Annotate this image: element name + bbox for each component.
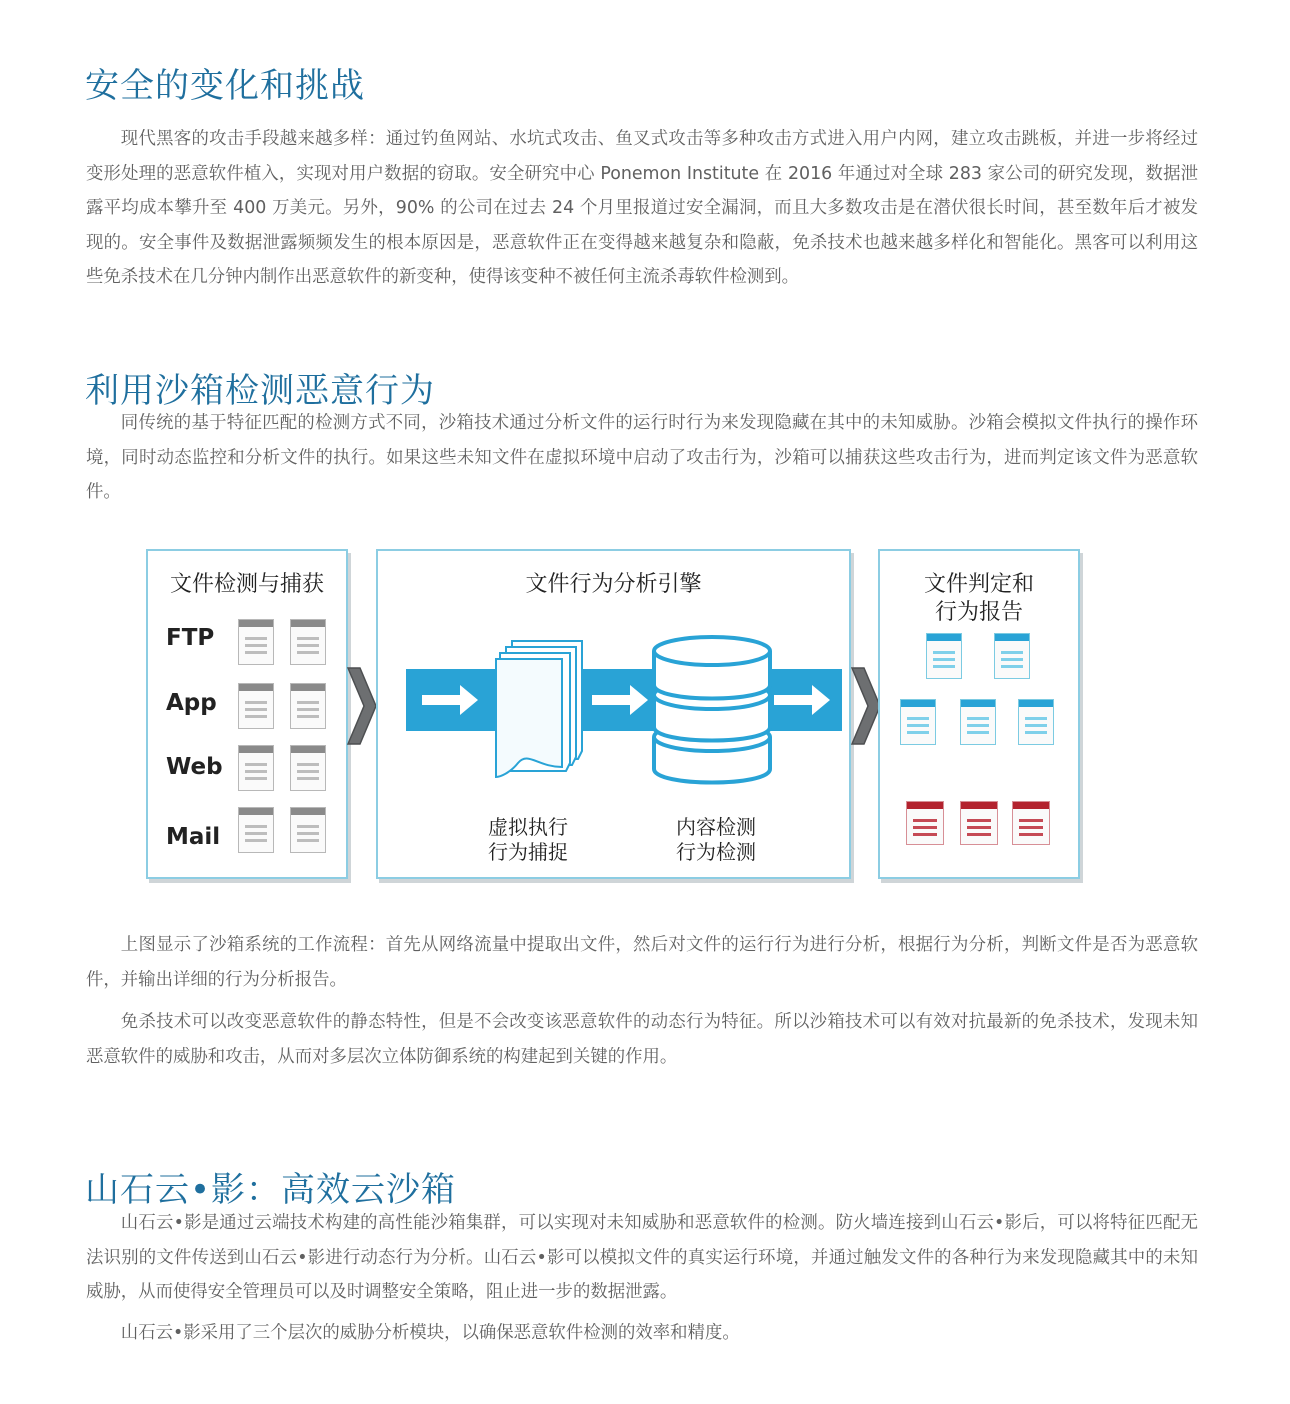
panel-title: 文件行为分析引擎 [525,572,702,597]
section-paragraph: 山石云•影采用了三个层次的威胁分析模块，以确保恶意软件检测的效率和精度。 [120,1323,740,1343]
panel-title: 文件检测与捕获 [169,572,324,597]
section-title-sandbox-detection: 利用沙箱检测恶意行为 [85,371,435,411]
label-virtual-execution: 虚拟执行 [488,815,568,839]
section-title-security-challenges: 安全的变化和挑战 [85,66,365,106]
section-paragraph: 同传统的基于特征匹配的检测方式不同，沙箱技术通过分析文件的运行时行为来发现隐藏在其中的未知威胁。沙箱会模拟文件执行的操作环境，同时动态监控和分析文件的执行。如果这些未知文件在虚拟环境中启动了攻击行为，沙箱可以捕获这些攻击行为，进而判定该文件为恶意软件。 [86,413,1198,503]
analysis-flow-graphic [378,551,849,877]
file-icon [290,683,326,729]
protocol-app-label: App [166,690,217,716]
label-behavior-detection: 行为检测 [676,840,756,864]
clean-report-icon [926,633,962,679]
label-behavior-capture: 行为捕捉 [488,840,568,864]
file-icon [238,745,274,791]
section-paragraph: 免杀技术可以改变恶意软件的静态特性，但是不会改变该恶意软件的动态行为特征。所以沙箱技术可以有效对抗最新的免杀技术，发现未知恶意软件的威胁和攻击，从而对多层次立体防御系统的构建起到关键的作用。 [86,1012,1198,1067]
panel-behavior-engine [376,549,851,879]
panel-title-line1: 文件判定和 [923,572,1034,597]
file-icon [238,683,274,729]
section-paragraph: 山石云•影是通过云端技术构建的高性能沙箱集群，可以实现对未知威胁和恶意软件的检测。防火墙连接到山石云•影后，可以将特征匹配无法识别的文件传送到山石云•影进行动态行为分析。山石云•影可以模拟文件的真实运行环境，并通过触发文件的各种行为来发现隐藏其中的未知威胁，从而使得安全管理员可以及时调整安全策略，阻止进一步的数据泄露。 [86,1213,1198,1303]
file-icon [290,745,326,791]
file-icon [290,807,326,853]
file-icon [290,619,326,665]
panel-file-capture [146,549,348,879]
protocol-mail-label: Mail [166,824,221,850]
panel-verdict-report [878,549,1080,879]
diagram-explanation-paragraph: 上图显示了沙箱系统的工作流程：首先从网络流量中提取出文件，然后对文件的运行行为进行分析，根据行为分析，判断文件是否为恶意软件，并输出详细的行为分析报告。 [86,935,1198,990]
protocol-ftp-label: FTP [166,625,215,651]
malicious-report-icon [960,801,998,845]
file-icon [238,619,274,665]
document-stack-icon [496,641,582,777]
label-content-detection: 内容检测 [676,815,756,839]
clean-report-icon [1018,699,1054,745]
clean-report-icon [994,633,1030,679]
section-title-cloud-sandbox: 山石云•影：高效云沙箱 [85,1170,457,1210]
section-paragraph: 现代黑客的攻击手段越来越多样：通过钓鱼网站、水坑式攻击、鱼叉式攻击等多种攻击方式进入用户内网，建立攻击跳板，并进一步将经过变形处理的恶意软件植入，实现对用户数据的窃取。安全研究中心 Ponemon Institute 在 2016 年通过对全球 283 家公司的研究发现，数据泄露平均成本攀升至 400 万美元。另外，90% 的公司在过去 24 个月里报道过安全漏洞，而且大多数攻击是在潜伏很长时间，甚至数年后才被发现的。安全事件及数据泄露频频发生的根本原因是，恶意软件正在变得越来越复杂和隐蔽，免杀技术也越来越多样化和智能化。黑客可以利用这些免杀技术在几分钟内制作出恶意软件的新变种，使得该变种不被任何主流杀毒软件检测到。 [86,129,1198,288]
file-icon [238,807,274,853]
clean-report-icon [960,699,996,745]
panel-title-line2: 行为报告 [934,600,1023,625]
malicious-report-icon [1012,801,1050,845]
protocol-web-label: Web [166,754,223,780]
malicious-report-icon [906,801,944,845]
clean-report-icon [900,699,936,745]
chevron-right-icon [346,666,378,746]
database-icon [654,637,770,783]
